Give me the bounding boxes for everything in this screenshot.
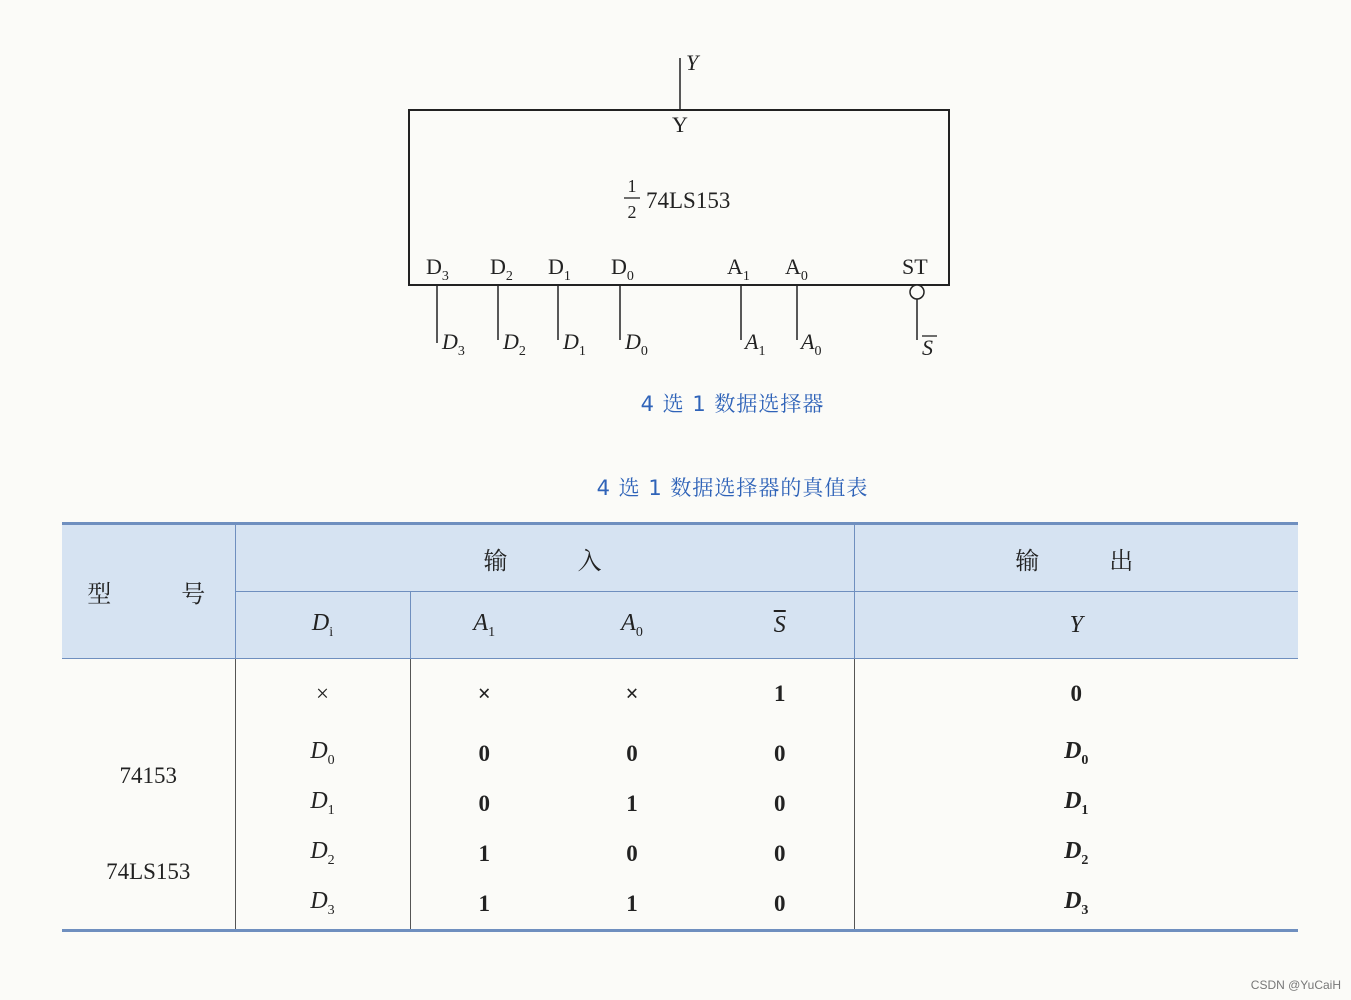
st-inverter-bubble (910, 285, 924, 299)
cell-a0: 0 (626, 740, 638, 766)
cell-y: $D_2$ (1064, 838, 1089, 868)
ext-a0: $A_0$ (801, 329, 822, 359)
cell-s: 0 (706, 829, 854, 879)
cell-s: 0 (706, 879, 854, 931)
header-a0: $A_0$ (558, 592, 706, 659)
table-caption: 4 选 1 数据选择器的真值表 (596, 476, 869, 500)
chip-name: 74LS153 (646, 188, 731, 213)
header-output: 输出 (854, 524, 1298, 592)
pin-a1: $A_1$ (727, 254, 750, 284)
cell-y: 0 (1070, 680, 1082, 706)
watermark: CSDN @YuCaiH (1250, 978, 1341, 992)
ext-d1: $D_1$ (563, 329, 586, 359)
table-row (62, 879, 1298, 931)
cell-a0: × (625, 680, 639, 706)
table-row (62, 779, 1298, 829)
model-74ls153: 74LS153 (106, 858, 191, 884)
truth-table (62, 522, 1298, 932)
header-y: Y (854, 592, 1298, 659)
pin-d1: $D_1$ (548, 254, 571, 284)
cell-a1: 0 (478, 740, 490, 766)
ext-d0: $D_0$ (625, 329, 648, 359)
model-74153: 74153 (119, 762, 177, 788)
table-row (62, 729, 1298, 779)
pin-d2: $D_2$ (490, 254, 513, 284)
cell-s: 1 (706, 659, 854, 729)
pin-a0: $A_0$ (785, 254, 808, 284)
cell-di: $D_0$ (235, 729, 410, 779)
cell-y: $D_3$ (1064, 888, 1089, 918)
cell-a0: 1 (626, 790, 638, 816)
header-s-bar: $\overline{S}$ (706, 592, 854, 659)
header-a1: $A_1$ (410, 592, 558, 659)
pin-d0: $D_0$ (611, 254, 634, 284)
table-row (62, 829, 1298, 879)
pin-st: ST (902, 254, 928, 279)
cell-y: $D_1$ (1064, 788, 1089, 818)
header-di: $D_i$ (235, 592, 410, 659)
cell-di: $D_2$ (235, 829, 410, 879)
pin-d3: $D_3$ (426, 254, 449, 284)
fraction-num: 1 (627, 176, 637, 196)
cell-di: $D_1$ (235, 779, 410, 829)
output-y-pin: Y (672, 112, 688, 137)
model-cell (62, 659, 235, 931)
cell-y: $D_0$ (1064, 738, 1089, 768)
cell-a0: 1 (626, 890, 638, 916)
table-row (62, 659, 1298, 729)
ext-d3: $D_3$ (442, 329, 465, 359)
ext-s-bar: S (922, 335, 933, 360)
cell-s: 0 (706, 729, 854, 779)
cell-di: × (235, 659, 410, 729)
mux-symbol-diagram (0, 0, 1351, 380)
fraction-den: 2 (627, 202, 637, 222)
header-inputs: 输入 (235, 524, 854, 592)
output-y-external: Y (686, 50, 699, 75)
cell-a0: 0 (626, 840, 638, 866)
cell-di: $D_3$ (235, 879, 410, 931)
cell-a1: 1 (478, 840, 490, 866)
cell-a1: × (477, 680, 491, 706)
header-model: 型号 (62, 524, 235, 659)
cell-a1: 1 (478, 890, 490, 916)
cell-s: 0 (706, 779, 854, 829)
ext-a1: $A_1$ (745, 329, 766, 359)
cell-a1: 0 (478, 790, 490, 816)
figure-caption: 4 选 1 数据选择器 (640, 392, 825, 416)
ext-d2: $D_2$ (503, 329, 526, 359)
